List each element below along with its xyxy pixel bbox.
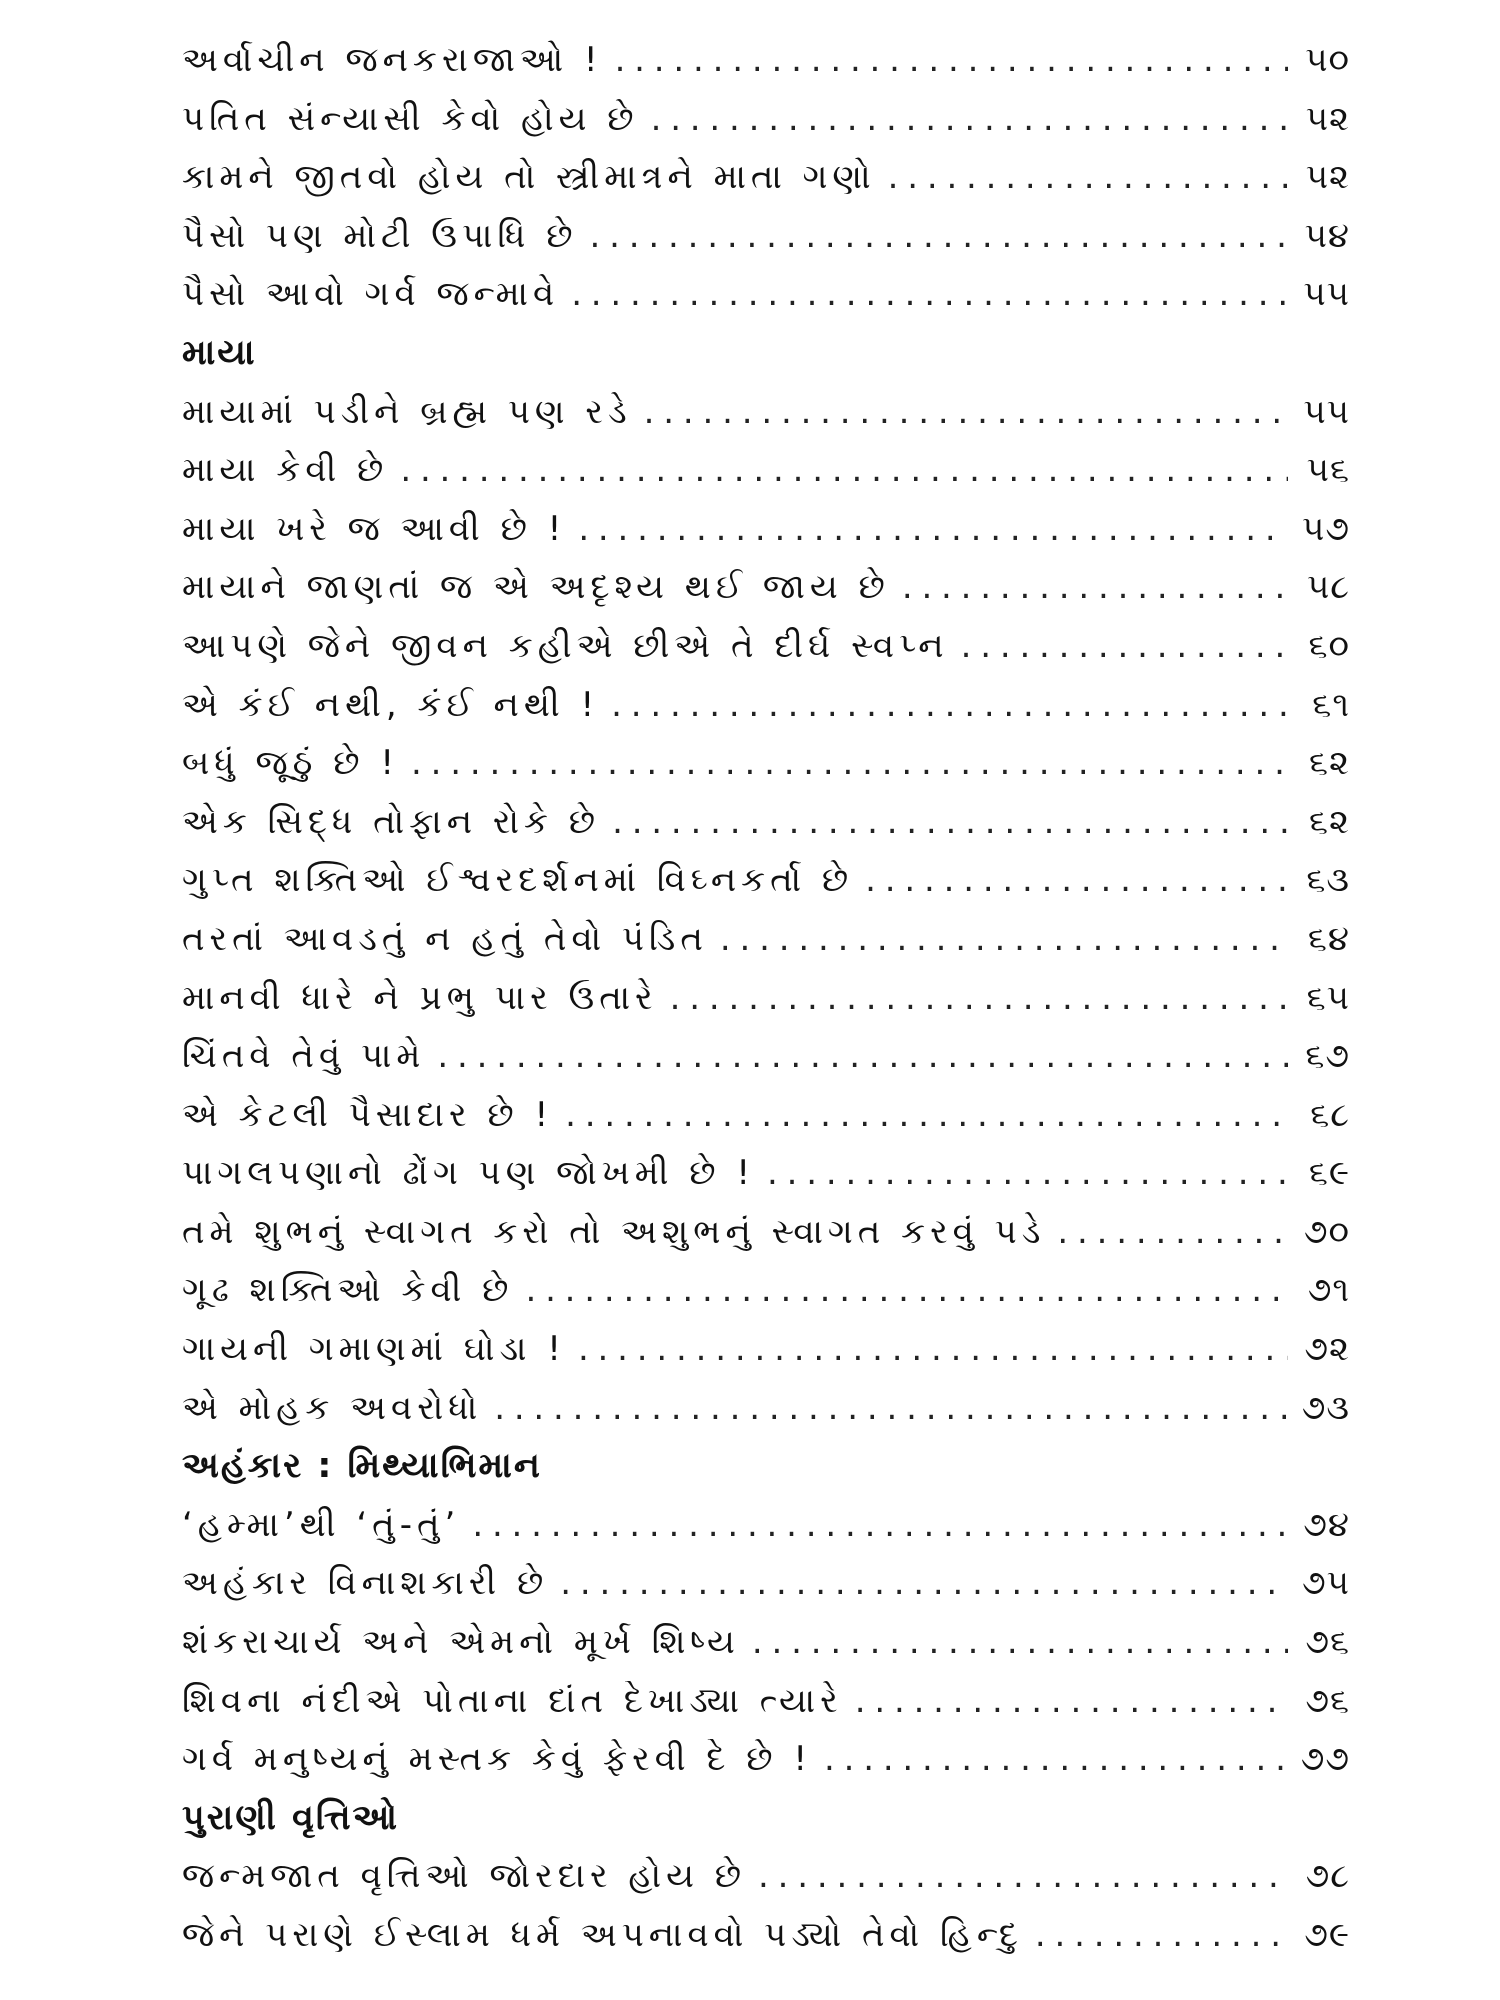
dot-leader — [578, 1329, 1288, 1369]
section-heading: અહંકાર : મિથ્યાભિમાન — [182, 1446, 542, 1487]
toc-entry-title: જેને પરાણે ઈસ્લામ ધર્મ અપનાવવો પડ્યો તેવો હિન્દુ — [182, 1915, 1023, 1955]
dot-leader — [644, 392, 1288, 432]
dot-leader — [865, 860, 1288, 900]
dot-leader — [494, 1388, 1288, 1428]
toc-entry-title: એ કંઈ નથી, કંઈ નથી ! — [182, 684, 600, 725]
toc-entry — [182, 978, 1350, 1037]
toc-entry-page: ૭૯ — [1304, 1915, 1350, 1955]
toc-entry-page: ૫૨ — [1305, 98, 1350, 139]
dot-leader — [888, 157, 1288, 197]
toc-entry-title: તમે શુભનું સ્વાગત કરો તો અશુભનું સ્વાગત કરવું પડે — [182, 1211, 1046, 1252]
dot-leader — [611, 685, 1288, 725]
toc-entry — [182, 802, 1350, 861]
toc-entry — [182, 392, 1350, 451]
toc-entry-title: એ મોહક અવરોધો — [182, 1387, 483, 1428]
dot-leader — [961, 626, 1288, 666]
toc-entry-title: પૈસો પણ મોટી ઉપાધિ છે — [182, 215, 578, 256]
toc-entry-page: ૫૦ — [1305, 40, 1350, 80]
toc-entry-title: શિવના નંદીએ પોતાના દાંત દેખાડ્યા ત્યારે — [182, 1680, 843, 1721]
dot-leader — [560, 1563, 1288, 1603]
toc-entry — [182, 567, 1350, 626]
toc-entry-page: ૫૫ — [1303, 274, 1350, 315]
toc-entry — [182, 1622, 1350, 1681]
toc-entry-page: ૭૬ — [1305, 1680, 1350, 1721]
toc-entry-page: ૬૯ — [1308, 1153, 1350, 1194]
toc-entry-title: માયાને જાણતાં જ એ અદૃશ્ય થઈ જાય છે — [182, 567, 890, 608]
toc-entry-title: ગાયની ગમાણમાં ઘોડા ! — [182, 1329, 566, 1370]
toc-entry-page: ૭૪ — [1303, 1504, 1350, 1545]
toc-entry-page: ૭૮ — [1305, 1856, 1350, 1897]
dot-leader — [670, 978, 1288, 1018]
toc-entry — [182, 1212, 1350, 1271]
toc-entry-title: માયા ખરે જ આવી છે ! — [182, 508, 567, 549]
dot-leader — [525, 1270, 1288, 1310]
toc-entry-page: ૫૫ — [1303, 391, 1350, 432]
section-heading: માયા — [182, 332, 257, 373]
toc-entry-page: ૫૪ — [1304, 215, 1350, 256]
toc-entry-page: ૭૭ — [1300, 1739, 1350, 1780]
toc-entry-title: અર્વાચીન જનકરાજાઓ ! — [182, 40, 603, 80]
toc-entry-page: ૫૭ — [1302, 508, 1350, 549]
toc-entry — [182, 1270, 1350, 1329]
dot-leader — [578, 509, 1288, 549]
toc-entry-title: પતિત સંન્યાસી કેવો હોય છે — [182, 98, 639, 139]
dot-leader — [1035, 1915, 1288, 1955]
dot-leader — [1057, 1212, 1288, 1252]
toc-entry — [182, 626, 1350, 685]
toc-entry — [182, 157, 1350, 216]
toc-entry — [182, 1739, 1350, 1798]
dot-leader — [571, 274, 1288, 314]
dot-leader — [615, 40, 1288, 80]
toc-entry-title: એ કેટલી પૈસાદાર છે ! — [182, 1094, 554, 1135]
toc-entry-page: ૭૧ — [1307, 1270, 1350, 1311]
toc-entry — [182, 216, 1350, 275]
toc-entry-page: ૬૭ — [1305, 1036, 1350, 1077]
toc-entry-title: શંકરાચાર્ય અને એમનો મૂર્ખ શિષ્ય — [182, 1622, 740, 1663]
toc-entry-title: જન્મજાત વૃત્તિઓ જોરદાર હોય છે — [182, 1856, 747, 1897]
dot-leader — [720, 919, 1288, 959]
toc-entry — [182, 1505, 1350, 1564]
toc-entry-title: માયા કેવી છે — [182, 450, 389, 491]
toc-entry-page: ૫૨ — [1305, 157, 1350, 198]
toc-entry-title: ગુપ્ત શક્તિઓ ઈશ્વરદર્શનમાં વિઘ્નકર્તા છે — [182, 860, 854, 901]
dot-leader — [437, 1036, 1288, 1076]
dot-leader — [902, 567, 1288, 607]
toc-entry — [182, 274, 1350, 333]
toc-entry — [182, 1153, 1350, 1212]
toc-entry — [182, 509, 1350, 568]
toc-entry-title: પૈસો આવો ગર્વ જન્માવે — [182, 274, 560, 315]
toc-entry — [182, 1388, 1350, 1447]
toc-entry — [182, 743, 1350, 802]
toc-entry-title: ગૂઢ શક્તિઓ કેવી છે — [182, 1270, 514, 1311]
toc-entry-page: ૭૦ — [1303, 1211, 1350, 1252]
toc-entry-title: બધું જૂઠું છે ! — [182, 743, 399, 784]
toc-entry-title: એક સિદ્ધ તોફાન રોકે છે — [182, 801, 601, 842]
toc-entry-title: માનવી ધારે ને પ્રભુ પાર ઉતારે — [182, 977, 658, 1018]
toc-entry-page: ૬૫ — [1306, 977, 1350, 1018]
toc-entry — [182, 860, 1350, 919]
toc-entry — [182, 99, 1350, 158]
toc-entry-title: ચિંતવે તેવું પામે — [182, 1036, 426, 1077]
dot-leader — [590, 216, 1288, 256]
toc-entry-page: ૬૩ — [1306, 860, 1350, 901]
toc-entry — [182, 1036, 1350, 1095]
section-heading: પુરાણી વૃત્તિઓ — [182, 1797, 400, 1838]
toc-entry — [182, 450, 1350, 509]
toc-entry-page: ૫૮ — [1306, 567, 1350, 608]
toc-entry-title: તરતાં આવડતું ન હતું તેવો પંડિત — [182, 918, 708, 959]
toc-entry-title: ગર્વ મનુષ્યનું મસ્તક કેવું ફેરવી દે છે ! — [182, 1739, 812, 1780]
dot-leader — [758, 1856, 1288, 1896]
toc-entry-page: ૬૮ — [1310, 1094, 1350, 1135]
toc-entry — [182, 1681, 1350, 1740]
dot-leader — [400, 450, 1288, 490]
dot-leader — [565, 1095, 1288, 1135]
toc-entry — [182, 1563, 1350, 1622]
toc-entry-page: ૬૪ — [1307, 918, 1350, 959]
toc-entry — [182, 1095, 1350, 1154]
toc-entry-page: ૬૨ — [1309, 743, 1350, 784]
toc-entry-page: ૫૬ — [1306, 450, 1350, 491]
toc-entry-page: ૬૨ — [1309, 801, 1350, 842]
dot-leader — [612, 802, 1288, 842]
dot-leader — [752, 1622, 1288, 1662]
toc-entry — [182, 1915, 1350, 1974]
dot-leader — [824, 1739, 1288, 1779]
toc-entry-page: ૬૦ — [1308, 625, 1350, 666]
dot-leader — [472, 1505, 1288, 1545]
toc-entry-title: પાગલપણાનો ઢોંગ પણ જોખમી છે ! — [182, 1153, 756, 1194]
toc-entry-title: માયામાં પડીને બ્રહ્મ પણ રડે — [182, 391, 632, 432]
toc-entry-page: ૭૨ — [1304, 1329, 1350, 1370]
table-of-contents — [182, 40, 1350, 1974]
toc-entry-page: ૬૧ — [1312, 684, 1350, 725]
toc-entry — [182, 685, 1350, 744]
toc-entry-title: કામને જીતવો હોય તો સ્ત્રીમાત્રને માતા ગણો — [182, 157, 876, 198]
toc-entry-title: ‘હમ્મા’થી ‘તું-તું’ — [182, 1504, 461, 1545]
toc-entry-page: ૭૬ — [1305, 1622, 1350, 1663]
dot-leader — [651, 99, 1288, 139]
toc-entry-title: અહંકાર વિનાશકારી છે — [182, 1563, 549, 1604]
dot-leader — [855, 1681, 1288, 1721]
toc-entry-title: આપણે જેને જીવન કહીએ છીએ તે દીર્ઘ સ્વપ્ન — [182, 625, 949, 666]
toc-entry — [182, 1329, 1350, 1388]
dot-leader — [767, 1153, 1288, 1193]
toc-entry-page: ૭૩ — [1301, 1387, 1350, 1428]
toc-entry — [182, 919, 1350, 978]
toc-entry — [182, 1856, 1350, 1915]
toc-entry — [182, 40, 1350, 99]
toc-entry-page: ૭૫ — [1302, 1563, 1350, 1604]
dot-leader — [411, 743, 1288, 783]
